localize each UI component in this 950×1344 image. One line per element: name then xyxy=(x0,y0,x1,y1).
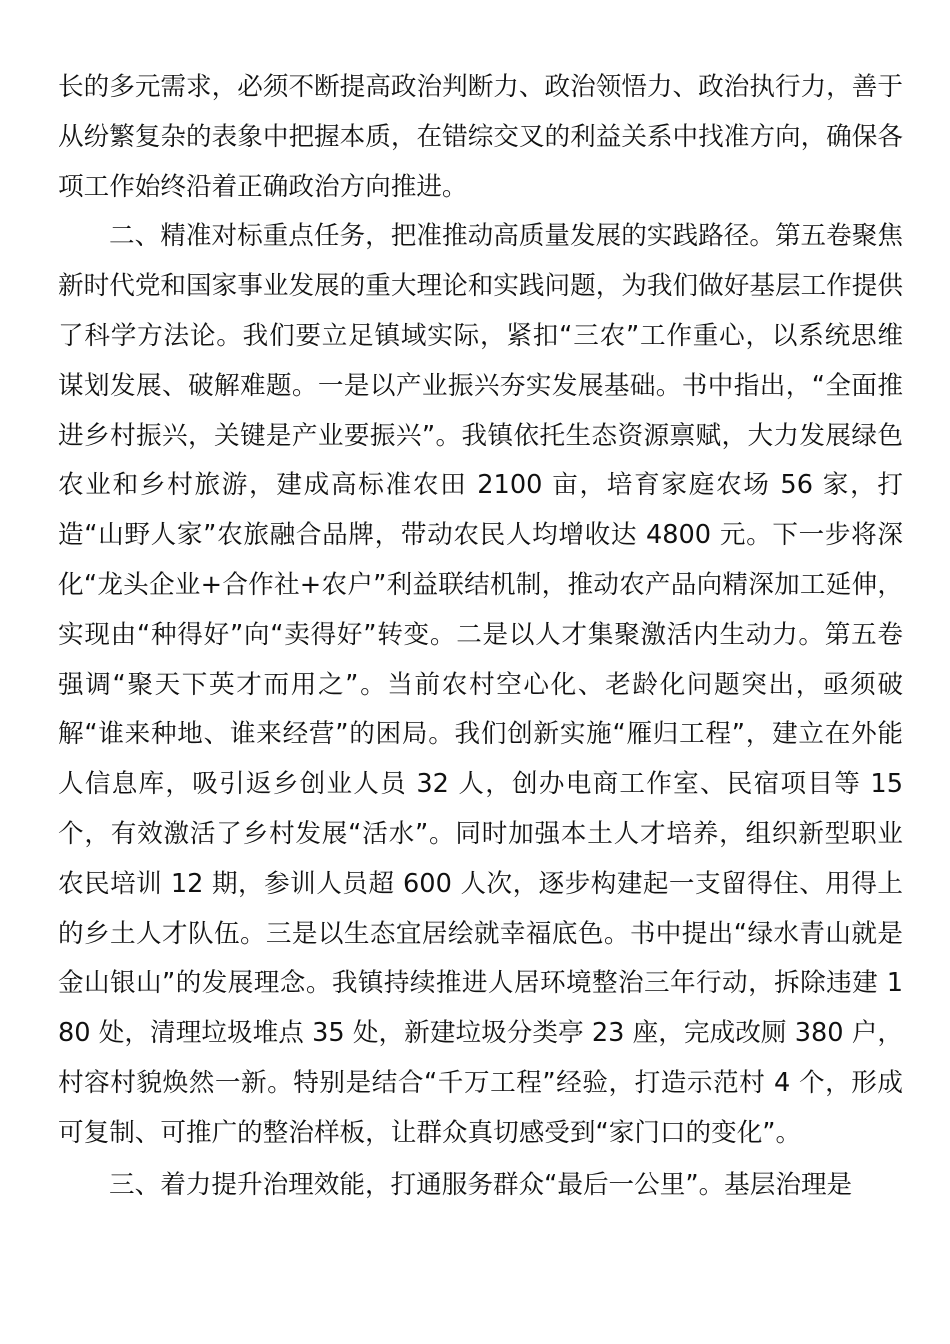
paragraph-continuation: 长的多元需求，必须不断提高政治判断力、政治领悟力、政治执行力，善于从纷繁复杂的表象中把握本质，在错综交叉的利益关系中找准方向，确保各项工作始终沿着正确政治方向推进。 xyxy=(58,72,903,202)
paragraph-section-three: 三、着力提升治理效能，打通服务群众“最后一公里”。基层治理是 xyxy=(109,1169,853,1200)
paragraph-section-two: 二、精准对标重点任务，把准推动高质量发展的实践路径。第五卷聚焦新时代党和国家事业发展的重大理论和实践问题，为我们做好基层工作提供了科学方法论。我们要立足镇域实际，紧扣“三农”工作重心，以系统思维谋划发展、破解难题。一是以产业振兴夯实发展基础。书中指出，“全面推进乡村振兴，关键是产业要振兴”。我镇依托生态资源禀赋，大力发展绿色农业和乡村旅游，建成高标准农田 2100 亩，培育家庭农场 56 家，打造“山野人家”农旅融合品牌，带动农民人均增收达 4800 元。下一步将深化“龙头企业+合作社+农户”利益联结机制，推动农产品向精深加工延伸，实现由“种得好”向“卖得好”转变。二是以人才集聚激活内生动力。第五卷强调“聚天下英才而用之”。当前农村空心化、老龄化问题突出，亟须破解“谁来种地、谁来经营”的困局。我们创新实施“雁归工程”，建立在外能人信息库，吸引返乡创业人员 32 人，创办电商工作室、民宿项目等 15 个，有效激活了乡村发展“活水”。同时加强本土人才培养，组织新型职业农民培训 12 期，参训人员超 600 人次，逐步构建起一支留得住、用得上的乡土人才队伍。三是以生态宜居绘就幸福底色。书中提出“绿水青山就是金山银山”的发展理念。我镇持续推进人居环境整治三年行动，拆除违建 180 处，清理垃圾堆点 35 处，新建垃圾分类亭 23 座，完成改厕 380 户，村容村貌焕然一新。特别是结合“千万工程”经验，打造示范村 4 个，形成可复制、可推广的整治样板，让群众真切感受到“家门口的变化”。 xyxy=(58,221,903,1148)
document-page xyxy=(58,63,903,1210)
